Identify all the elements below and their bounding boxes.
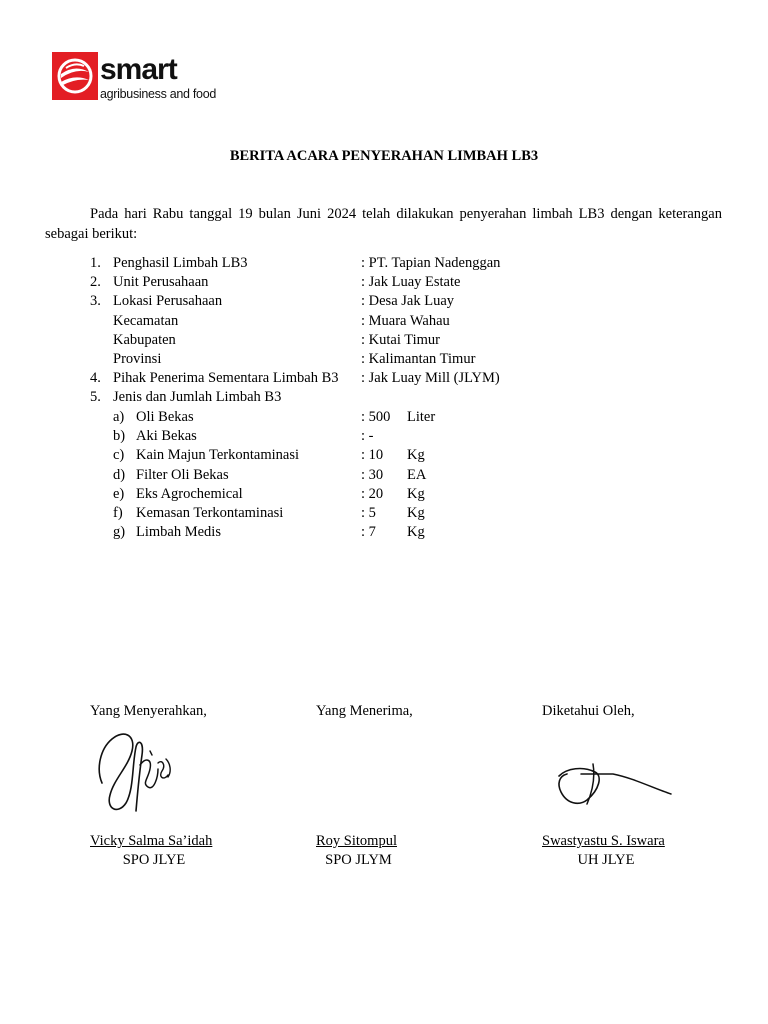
detail-value: : Desa Jak Luay [361,293,455,309]
detail-value: : Muara Wahau [361,313,450,329]
waste-item-letter: f) [113,505,123,521]
signatory-position: SPO JLYM [325,852,392,868]
signatory-position: UH JLYE [577,852,635,868]
detail-number: 3. [90,293,101,309]
waste-item-letter: c) [113,447,125,463]
waste-item-unit: EA [407,467,427,483]
waste-item-unit: Kg [407,486,425,502]
document-title: BERITA ACARA PENYERAHAN LIMBAH LB3 [229,148,539,164]
detail-label: Penghasil Limbah LB3 [113,255,248,271]
handwritten-signature-icon [92,725,182,820]
detail-value: : PT. Tapian Nadenggan [361,255,501,271]
detail-label: Pihak Penerima Sementara Limbah B3 [113,370,339,386]
handwritten-signature-icon [553,760,673,810]
detail-label: Provinsi [113,351,162,367]
waste-item-qty: : 30 [361,467,384,483]
waste-item-unit: Kg [407,505,425,521]
detail-label: Jenis dan Jumlah Limbah B3 [113,389,282,405]
signatory-name: Vicky Salma Sa’idah [90,833,213,849]
detail-value: : Kalimantan Timur [361,351,476,367]
signatory-name: Roy Sitompul [316,833,397,849]
waste-item-qty: : 7 [361,524,376,540]
signature-role-label: Yang Menerima, [316,703,413,719]
signatory-name: Swastyastu S. Iswara [542,833,665,849]
detail-label: Unit Perusahaan [113,274,209,290]
signature-role-label: Yang Menyerahkan, [90,703,207,719]
waste-item-unit: Kg [407,447,425,463]
logo-brand-text: smart [100,53,177,86]
waste-item-letter: a) [113,409,125,425]
waste-item-qty: : 10 [361,447,384,463]
waste-item-qty: : 500 [361,409,391,425]
waste-item-name: Kain Majun Terkontaminasi [136,447,300,463]
detail-label: Kabupaten [113,332,176,348]
waste-item-name: Oli Bekas [136,409,194,425]
detail-number: 2. [90,274,101,290]
waste-item-qty: : 20 [361,486,384,502]
signature-role-label: Diketahui Oleh, [542,703,635,719]
waste-item-letter: g) [113,524,126,540]
detail-value: : Jak Luay Estate [361,274,461,290]
intro-paragraph-line2: sebagai berikut: [45,226,138,242]
waste-item-name: Limbah Medis [136,524,221,540]
waste-item-name: Aki Bekas [136,428,197,444]
waste-item-name: Eks Agrochemical [136,486,243,502]
waste-item-letter: d) [113,467,126,483]
waste-item-name: Filter Oli Bekas [136,467,229,483]
logo-tagline: agribusiness and food [100,87,217,101]
smart-logo-mark-icon [52,52,98,100]
waste-item-unit: Liter [407,409,436,425]
detail-label: Kecamatan [113,313,179,329]
detail-value: : Jak Luay Mill (JLYM) [361,370,500,386]
intro-paragraph-line1: Pada hari Rabu tanggal 19 bulan Juni 2024 telah dilakukan penyerahan limbah LB3 dengan keterangan [90,206,722,222]
waste-item-letter: b) [113,428,126,444]
detail-number: 4. [90,370,101,386]
waste-item-letter: e) [113,486,125,502]
waste-item-qty: : - [361,428,374,444]
detail-label: Lokasi Perusahaan [113,293,223,309]
detail-number: 5. [90,389,101,405]
waste-item-name: Kemasan Terkontaminasi [136,505,284,521]
detail-value: : Kutai Timur [361,332,440,348]
detail-number: 1. [90,255,101,271]
waste-item-qty: : 5 [361,505,376,521]
signatory-position: SPO JLYE [122,852,186,868]
waste-item-unit: Kg [407,524,425,540]
